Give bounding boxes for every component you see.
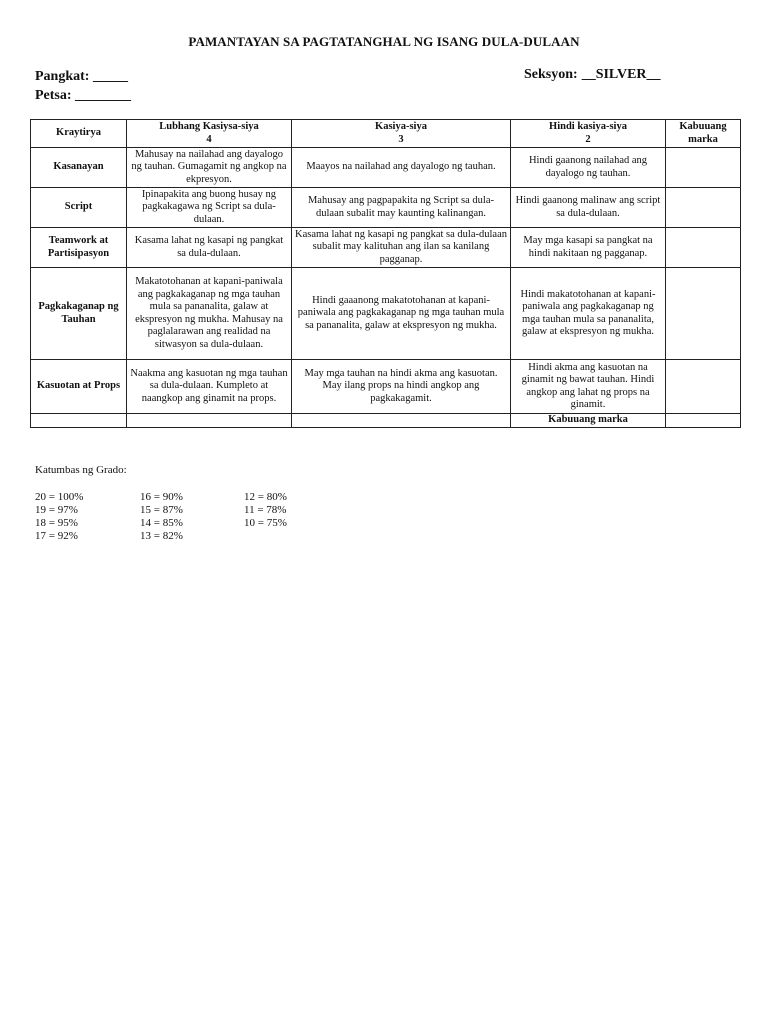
section-field: [524, 67, 661, 83]
cell-level-2: Hindi gaanong malinaw ang script sa dula-dulaan.: [511, 188, 666, 228]
cell-level-3: Kasama lahat ng kasapi ng pangkat sa dula-dulaan subalit may kalituhan ang ilan sa kanilang pagganap.: [292, 228, 511, 268]
grade-item: 13 = 82%: [140, 530, 183, 542]
header-level-2-label: Hindi kasiya-siya: [549, 121, 627, 132]
cell-level-4: Makatotohanan at kapani-paniwala ang pagkakaganap ng mga tauhan mula sa pananalita, galaw at ekspresyon ng mukha. Mahusay na paglalarawan ang realidad na sitwasyon sa dula-dulaan.: [127, 268, 292, 360]
table-row: [31, 188, 741, 228]
grade-equivalents-title: Katumbas ng Grado:: [35, 464, 127, 476]
cell-total: [666, 360, 741, 414]
grade-item: 12 = 80%: [244, 491, 287, 503]
cell-level-2: Hindi makatotohanan at kapani-paniwala ang pagkakaganap ng mga tauhan mula sa pananalita, galaw at ekspresyon ng mukha.: [511, 268, 666, 360]
header-total: [666, 120, 741, 148]
grade-item: 14 = 85%: [140, 517, 183, 529]
footer-empty: [292, 414, 511, 428]
group-date-block: [35, 67, 131, 105]
footer-total-label: Kabuuang marka: [511, 414, 666, 428]
criterion-script: Script: [31, 188, 127, 228]
grade-column-3: [244, 491, 287, 530]
cell-level-4: Naakma ang kasuotan ng mga tauhan sa dula-dulaan. Kumpleto at naangkop ang ginamit na props.: [127, 360, 292, 414]
header-row: [31, 120, 741, 148]
cell-total: [666, 148, 741, 188]
cell-level-3: May mga tauhan na hindi akma ang kasuotan. May ilang props na hindi angkop ang pagkakagamit.: [292, 360, 511, 414]
grade-item: 16 = 90%: [140, 491, 183, 503]
header-total-line2: marka: [688, 133, 718, 145]
header-level-4-score: 4: [206, 133, 212, 145]
cell-level-4: Mahusay na nailahad ang dayalogo ng tauhan. Gumagamit ng angkop na ekpresyon.: [127, 148, 292, 188]
header-total-line1: Kabuuang: [679, 121, 727, 132]
grade-item: 20 = 100%: [35, 491, 84, 503]
grade-item: 10 = 75%: [244, 517, 287, 529]
header-level-3-label: Kasiya-siya: [375, 121, 427, 132]
header-level-3-score: 3: [398, 133, 404, 145]
table-row: [31, 228, 741, 268]
grade-item: 11 = 78%: [244, 504, 287, 516]
cell-level-2: May mga kasapi sa pangkat na hindi nakitaan ng pagganap.: [511, 228, 666, 268]
cell-level-3: Mahusay ang pagpapakita ng Script sa dula-dulaan subalit may kaunting kalinangan.: [292, 188, 511, 228]
table-row: [31, 148, 741, 188]
footer-empty: [127, 414, 292, 428]
header-level-2-score: 2: [585, 133, 591, 145]
table-row: [31, 268, 741, 360]
cell-level-4: Ipinapakita ang buong husay ng pagkakagawa ng Script sa dula-dulaan.: [127, 188, 292, 228]
cell-level-2: Hindi gaanong nailahad ang dayalogo ng tauhan.: [511, 148, 666, 188]
header-level-4: [127, 120, 292, 148]
section-value: __SILVER__: [581, 67, 661, 82]
cell-total: [666, 268, 741, 360]
document-title: PAMANTAYAN SA PAGTATANGHAL NG ISANG DULA-DULAAN: [188, 34, 580, 49]
grade-item: 17 = 92%: [35, 530, 78, 542]
cell-level-4: Kasama lahat ng kasapi ng pangkat sa dula-dulaan.: [127, 228, 292, 268]
petsa-field: Petsa: ________: [35, 88, 132, 103]
criterion-pagkakaganap: Pagkakaganap ng Tauhan: [31, 268, 127, 360]
header-level-2: [511, 120, 666, 148]
rubric-table: [30, 119, 741, 428]
criterion-kasanayan: Kasanayan: [31, 148, 127, 188]
cell-level-3: Maayos na nailahad ang dayalogo ng tauhan.: [292, 148, 511, 188]
grade-column-1: [35, 491, 83, 543]
header-level-3: [292, 120, 511, 148]
footer-empty: [31, 414, 127, 428]
footer-total-value: [666, 414, 741, 428]
header-level-4-label: Lubhang Kasiysa-siya: [159, 121, 259, 132]
header-kraytirya: Kraytirya: [31, 120, 127, 148]
table-row: [31, 360, 741, 414]
footer-row: [31, 414, 741, 428]
grade-item: 19 = 97%: [35, 504, 78, 516]
grade-item: 18 = 95%: [35, 517, 78, 529]
cell-level-2: Hindi akma ang kasuotan na ginamit ng bawat tauhan. Hindi angkop ang lahat ng props na ginamit.: [511, 360, 666, 414]
grade-item: 15 = 87%: [140, 504, 183, 516]
section-label: Seksyon:: [524, 67, 578, 82]
cell-total: [666, 188, 741, 228]
pangkat-field: Pangkat: _____: [35, 69, 128, 84]
criterion-teamwork: Teamwork at Partisipasyon: [31, 228, 127, 268]
cell-level-3: Hindi gaaanong makatotohanan at kapani-paniwala ang pagkakaganap ng mga tauhan mula sa pananalita, galaw at ekspresyon ng mukha.: [292, 268, 511, 360]
criterion-kasuotan: Kasuotan at Props: [31, 360, 127, 414]
cell-total: [666, 228, 741, 268]
grade-column-2: [140, 491, 183, 543]
